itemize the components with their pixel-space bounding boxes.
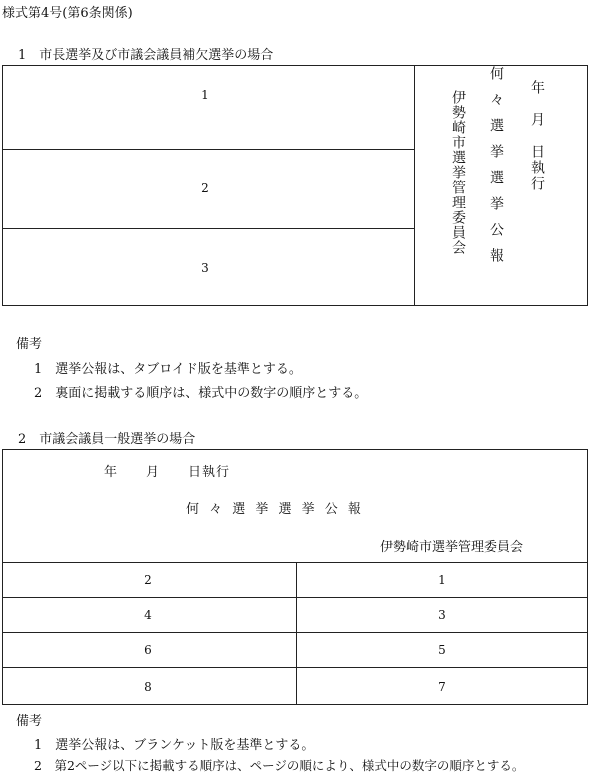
section1-note-1: 1 選挙公報は、タブロイド版を基準とする。 xyxy=(34,362,302,377)
section1-cell-1: 1 xyxy=(201,88,209,102)
section2-cell-right-3: 5 xyxy=(438,643,446,657)
section2-cell-left-1: 2 xyxy=(144,573,152,587)
section2-column-divider xyxy=(296,562,297,705)
section2-bulletin-title: 何 々 選 挙 選 挙 公 報 xyxy=(186,502,364,517)
section2-cell-right-4: 7 xyxy=(438,680,446,694)
section2-heading: 2 市議会議員一般選挙の場合 xyxy=(18,432,196,447)
section2-header-divider xyxy=(2,562,588,563)
section1-divider xyxy=(414,65,415,306)
section2-cell-left-2: 4 xyxy=(144,608,152,622)
section1-cell-3: 3 xyxy=(201,261,209,275)
section2-row-divider-2 xyxy=(2,632,588,633)
form-title: 様式第4号(第6条関係) xyxy=(2,6,133,21)
section2-cell-right-2: 3 xyxy=(438,608,446,622)
section2-note-1: 1 選挙公報は、ブランケット版を基準とする。 xyxy=(34,738,315,753)
section1-cell-2: 2 xyxy=(201,181,209,195)
section1-bulletin-title: 何々選挙選挙公報 xyxy=(488,66,504,274)
section2-cell-left-4: 8 xyxy=(144,680,152,694)
section1-row-divider-1 xyxy=(2,149,415,150)
section2-date: 年 月 日執行 xyxy=(104,465,231,480)
section1-committee: 伊勢崎市選挙管理委員会 xyxy=(450,90,466,255)
section2-note-2: 2 第2ページ以下に掲載する順序は、ページの順により、様式中の数字の順序とする。 xyxy=(34,758,525,773)
section1-heading: 1 市長選挙及び市議会議員補欠選挙の場合 xyxy=(18,48,274,63)
section1-note-2: 2 裏面に掲載する順序は、様式中の数字の順序とする。 xyxy=(34,386,368,401)
section2-row-divider-3 xyxy=(2,667,588,668)
section2-cell-right-1: 1 xyxy=(438,573,446,587)
section2-notes-title: 備考 xyxy=(16,714,43,729)
section1-notes-title: 備考 xyxy=(16,337,43,352)
section2-row-divider-1 xyxy=(2,597,588,598)
section1-date: 年 月 日執行 xyxy=(529,80,545,192)
section2-committee: 伊勢崎市選挙管理委員会 xyxy=(380,540,524,555)
section1-row-divider-2 xyxy=(2,228,415,229)
section2-cell-left-3: 6 xyxy=(144,643,152,657)
